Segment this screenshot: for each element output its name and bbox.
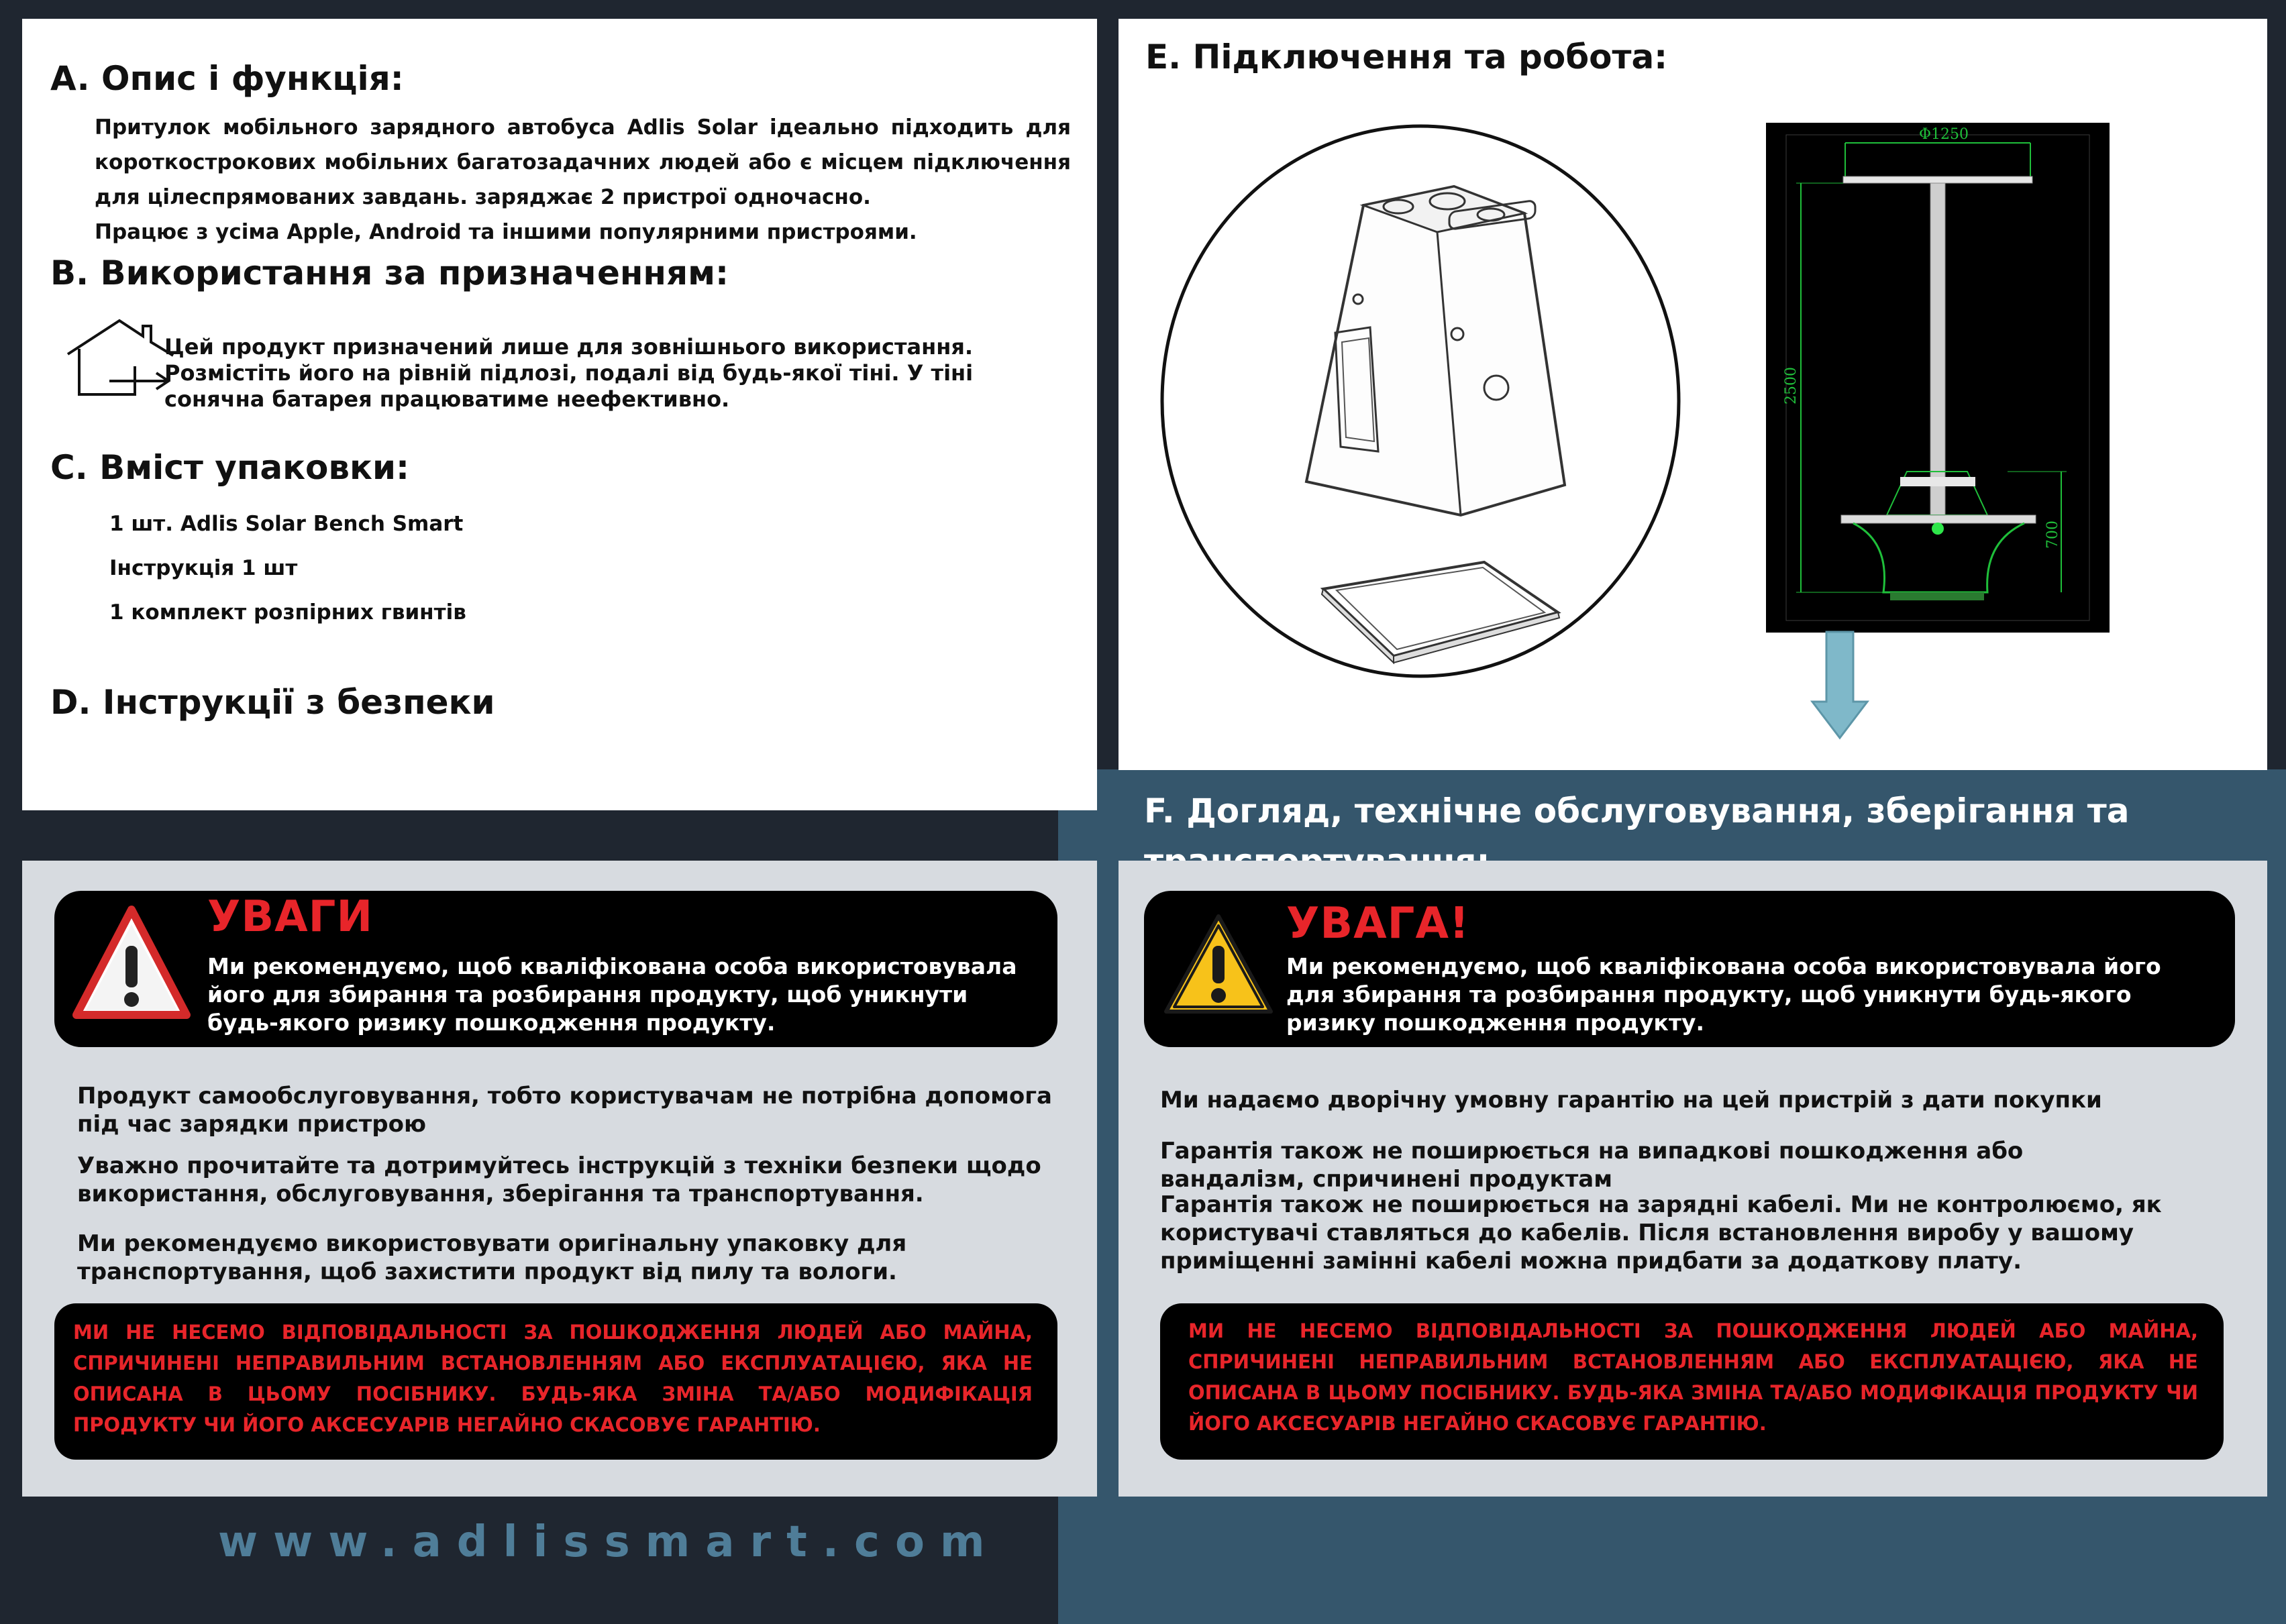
right-note-cables: Гарантія також не поширюється на зарядні кабелі. Ми не контролюємо, як користувачі ставляться до кабелів. Після встановлення виробу у вашому приміщенні замінні кабелі можна придбати за додаткову плату. <box>1160 1191 2162 1275</box>
left-warning-panel <box>22 861 1097 1497</box>
section-a-title: A. Опис і функція: <box>50 59 404 98</box>
red-warning-triangle-icon <box>71 904 192 1022</box>
left-note-packaging: Ми рекомендуємо використовувати оригінальну упаковку для транспортування, щоб захистити продукт від пилу та вологи. <box>77 1230 907 1285</box>
section-a-text-2: Працює з усіма Apple, Android та іншими популярними пристроями. <box>95 220 917 244</box>
package-item: 1 комплект розпірних гвинтів <box>109 600 466 625</box>
height-label: 2500 <box>1783 367 1800 404</box>
left-warning-title: УВАГИ <box>207 892 373 942</box>
right-warning-text: Ми рекомендуємо, щоб кваліфікована особа використовувала його для збирання та розбирання продукту, щоб уникнути будь-якого ризику пошкодження продукту. <box>1286 953 2161 1036</box>
package-item: 1 шт. Adlis Solar Bench Smart <box>109 512 464 536</box>
left-info-panel <box>22 19 1097 810</box>
left-note-read-instructions: Уважно прочитайте та дотримуйтесь інструкцій з техніки безпеки щодо використання, обслуговування, зберігання та транспортування. <box>77 1152 1041 1207</box>
section-a-text: Притулок мобільного зарядного автобуса Adlis Solar ідеально підходить для короткострокових мобільних багатозадачних людей або є місцем підключення для цілеспрямованих завдань. заряджає 2 пристрої одночасно. <box>95 115 1071 209</box>
left-disclaimer-text: МИ НЕ НЕСЕМО ВІДПОВІДАЛЬНОСТІ ЗА ПОШКОДЖЕННЯ ЛЮДЕЙ АБО МАЙНА, СПРИЧИНЕНІ НЕПРАВИЛЬНИМ ВСТАНОВЛЕННЯМ АБО ЕКСПЛУАТАЦІЄЮ, ЯКА НЕ ОПИСАНА В ЦЬОМУ ПОСІБНИКУ. БУДЬ-ЯКА ЗМІНА ТА/АБО МОДИФІКАЦІЯ ПРОДУКТУ ЧИ ЙОГО АКСЕСУАРІВ НЕГАЙНО СКАСОВУЄ ГАРАНТІЮ. <box>73 1321 1033 1436</box>
right-note-vandalism: Гарантія також не поширюється на випадкові пошкодження або вандалізм, спричинені продуктам <box>1160 1138 2024 1193</box>
section-a-paragraph <box>95 110 1071 250</box>
section-b-title: B. Використання за призначенням: <box>50 254 729 292</box>
right-warning-box <box>1144 891 2235 1047</box>
left-warning-box <box>54 891 1057 1047</box>
diameter-label: Φ1250 <box>1919 126 1969 143</box>
bench-illustration <box>1155 119 1685 683</box>
section-f-title: F. Догляд, технічне обслуговування, зберігання та <box>1144 792 2130 830</box>
section-b-text: Цей продукт призначений лише для зовнішнього використання. Розмістіть його на рівній підлозі, подалі від будь-якої тіні. У тіні сонячна батарея працюватиме неефективно. <box>164 334 974 412</box>
website-link[interactable]: www.adlissmart.com <box>218 1517 1000 1567</box>
right-note-warranty: Ми надаємо дворічну умовну гарантію на цей пристрій з дати покупки <box>1160 1087 2102 1114</box>
yellow-warning-triangle-icon <box>1161 911 1276 1018</box>
section-e-title: E. Підключення та робота: <box>1145 38 1668 76</box>
right-disclaimer-box <box>1160 1303 2224 1460</box>
section-c-title: C. Вміст упаковки: <box>50 448 410 487</box>
package-item: Інструкція 1 шт <box>109 556 298 580</box>
left-disclaimer-box <box>54 1303 1057 1460</box>
left-warning-text: Ми рекомендуємо, щоб кваліфікована особа використовувала його для збирання та розбирання продукту, щоб уникнути будь-якого ризику пошкодження продукту. <box>207 953 1017 1036</box>
right-disclaimer-text: МИ НЕ НЕСЕМО ВІДПОВІДАЛЬНОСТІ ЗА ПОШКОДЖЕННЯ ЛЮДЕЙ АБО МАЙНА, СПРИЧИНЕНІ НЕПРАВИЛЬНИМ ВСТАНОВЛЕННЯМ АБО ЕКСПЛУАТАЦІЄЮ, ЯКА НЕ ОПИСАНА В ЦЬОМУ ПОСІБНИКУ. БУДЬ-ЯКА ЗМІНА ТА/АБО МОДИФІКАЦІЯ ПРОДУКТУ ЧИ ЙОГО АКСЕСУАРІВ НЕГАЙНО СКАСОВУЄ ГАРАНТІЮ. <box>1188 1319 2198 1435</box>
seat-height-label: 700 <box>2044 521 2061 549</box>
left-note-self-service: Продукт самообслуговування, тобто користувачам не потрібна допомога під час зарядки пристрою <box>77 1083 1052 1138</box>
section-d-title: D. Інструкції з безпеки <box>50 683 495 722</box>
right-warranty-panel <box>1119 861 2267 1497</box>
down-arrow-icon <box>1810 629 1870 757</box>
right-warning-title: УВАГА! <box>1286 899 1470 949</box>
right-connection-panel <box>1119 19 2267 770</box>
package-contents-list <box>109 512 466 645</box>
technical-drawing <box>1766 123 2110 633</box>
